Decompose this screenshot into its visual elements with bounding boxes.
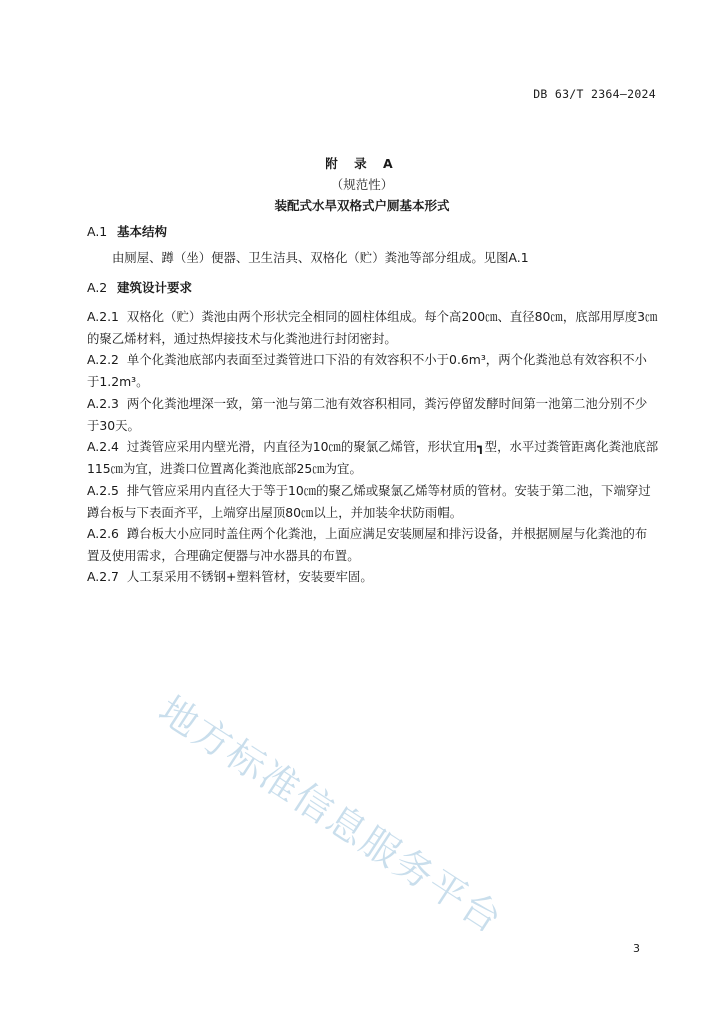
section-title: 建筑设计要求: [117, 280, 193, 295]
clause-number: A.2.1: [87, 309, 119, 324]
clause-number: A.2.3: [87, 396, 119, 411]
section-title: 基本结构: [117, 224, 168, 239]
clause-number: A.2.2: [87, 352, 119, 367]
clause-text: 单个化粪池底部内表面至过粪管进口下沿的有效容积不小于0.6m³，两个化粪池总有效容积不小于1.2m³。: [87, 352, 647, 389]
clause-number: A.2.7: [87, 569, 119, 584]
clause-a2-7: [87, 566, 659, 588]
clause-text: 排气管应采用内直径大于等于10㎝的聚乙烯或聚氯乙烯等材质的管材。安装于第二池，下端穿过蹲台板与下表面齐平，上端穿出屋顶80㎝以上，并加装伞状防雨帽。: [87, 483, 651, 520]
a1-paragraph: 由厕屋、蹲（坐）便器、卫生洁具、双格化（贮）粪池等部分组成。见图A.1: [112, 250, 529, 265]
page-number: 3: [633, 942, 640, 955]
clause-number: A.2.6: [87, 526, 119, 541]
clause-text: 两个化粪池埋深一致，第一池与第二池有效容积相同，粪污停留发酵时间第一池第二池分别不少于30天。: [87, 396, 648, 433]
clause-a2-2: [87, 349, 659, 393]
clause-number: A.2.5: [87, 483, 119, 498]
clause-a2-4: [87, 436, 659, 480]
clause-text: 蹲台板大小应同时盖住两个化粪池，上面应满足安装厕屋和排污设备，并根据厕屋与化粪池的布置及使用需求，合理确定便器与冲水器具的布置。: [87, 526, 648, 563]
clause-text: 过粪管应采用内壁光滑，内直径为10㎝的聚氯乙烯管，形状宜用┓型，水平过粪管距离化粪池底部115㎝为宜，进粪口位置离化粪池底部25㎝为宜。: [87, 439, 659, 476]
clause-a2-1: [87, 306, 659, 350]
clause-a2-5: [87, 480, 659, 524]
clause-text: 双格化（贮）粪池由两个形状完全相同的圆柱体组成。每个高200㎝、直径80㎝，底部用厚度3㎝的聚乙烯材料，通过热焊接技术与化粪池进行封闭密封。: [87, 309, 658, 346]
appendix-title: 装配式水旱双格式户厕基本形式: [274, 198, 450, 213]
document-code: DB 63/T 2364—2024: [533, 87, 656, 101]
appendix-nature: （规范性）: [330, 177, 394, 192]
appendix-label: 附 录 A: [325, 156, 399, 171]
section-heading-a1: [87, 222, 167, 240]
section-number: A.1: [87, 224, 108, 239]
clause-text: 人工泵采用不锈钢+塑料管材，安装要牢固。: [126, 569, 373, 584]
section-heading-a2: [87, 278, 192, 296]
clause-a2-6: [87, 523, 659, 567]
section-number: A.2: [87, 280, 108, 295]
watermark: 地方标准信息服务平台: [151, 687, 511, 943]
clause-number: A.2.4: [87, 439, 119, 454]
clause-a2-3: [87, 393, 659, 437]
